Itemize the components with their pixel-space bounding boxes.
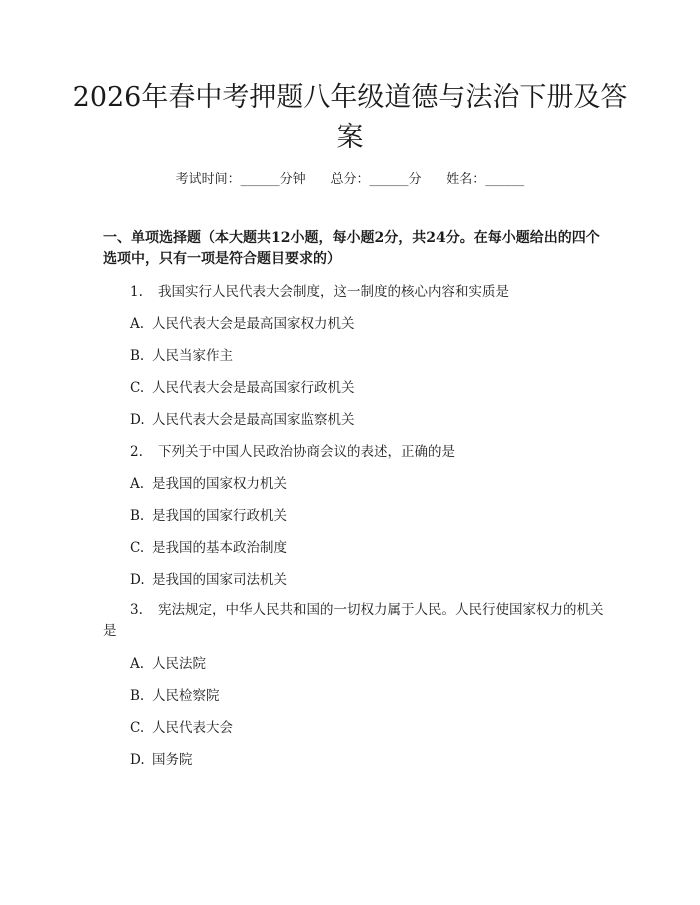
- option-text: 人民检察院: [152, 688, 220, 704]
- question-number: 1.: [130, 284, 143, 300]
- exam-info-line: [0, 168, 700, 187]
- question-number: 2.: [130, 444, 143, 460]
- exam-time-label: 考试时间：______分钟: [175, 172, 306, 187]
- option-text: 是我国的国家司法机关: [152, 572, 287, 588]
- option-letter: C.: [130, 540, 145, 556]
- option-text: 是我国的国家行政机关: [152, 508, 287, 524]
- question-2-option-d: [130, 570, 287, 590]
- option-letter: B.: [130, 508, 145, 524]
- option-text: 是我国的国家权力机关: [152, 476, 287, 492]
- option-text: 是我国的基本政治制度: [152, 540, 287, 556]
- option-letter: B.: [130, 688, 145, 704]
- question-2-option-b: [130, 506, 287, 526]
- option-text: 人民代表大会: [152, 720, 233, 736]
- total-score-label: 总分：______分: [330, 172, 422, 187]
- question-2: [130, 442, 455, 462]
- section-heading: 一、单项选择题（本大题共12小题，每小题2分，共24分。在每小题给出的四个选项中，只有一项是符合题目要求的）: [103, 230, 600, 267]
- option-text: 人民代表大会是最高国家行政机关: [152, 380, 355, 396]
- option-letter: D.: [130, 412, 145, 428]
- student-name-label: 姓名：______: [446, 172, 525, 187]
- option-letter: C.: [130, 380, 145, 396]
- option-letter: A.: [130, 476, 145, 492]
- option-letter: D.: [130, 572, 145, 588]
- question-1-option-b: [130, 346, 233, 366]
- question-1-option-c: [130, 378, 355, 398]
- question-text: 我国实行人民代表大会制度，这一制度的核心内容和实质是: [158, 284, 509, 300]
- question-1-option-d: [130, 410, 355, 430]
- question-1: [130, 282, 509, 302]
- option-letter: B.: [130, 348, 145, 364]
- option-letter: D.: [130, 752, 145, 768]
- question-text: 下列关于中国人民政治协商会议的表述，正确的是: [158, 444, 455, 460]
- question-2-option-c: [130, 538, 287, 558]
- question-3-option-c: [130, 718, 233, 738]
- option-text: 国务院: [152, 752, 193, 768]
- option-letter: A.: [130, 316, 145, 332]
- question-3: [103, 600, 613, 642]
- option-text: 人民当家作主: [152, 348, 233, 364]
- document-title: 2026年春中考押题八年级道德与法治下册及答案: [72, 82, 628, 153]
- question-3-option-b: [130, 686, 220, 706]
- question-2-option-a: [130, 474, 287, 494]
- question-1-option-a: [130, 314, 355, 334]
- question-number: 3.: [130, 602, 143, 618]
- option-letter: C.: [130, 720, 145, 736]
- question-text: 宪法规定，中华人民共和国的一切权力属于人民。人民行使国家权力的机关是: [103, 602, 604, 639]
- question-3-option-a: [130, 654, 206, 674]
- option-text: 人民代表大会是最高国家监察机关: [152, 412, 355, 428]
- option-text: 人民法院: [152, 656, 206, 672]
- option-letter: A.: [130, 656, 145, 672]
- option-text: 人民代表大会是最高国家权力机关: [152, 316, 355, 332]
- question-3-option-d: [130, 750, 193, 770]
